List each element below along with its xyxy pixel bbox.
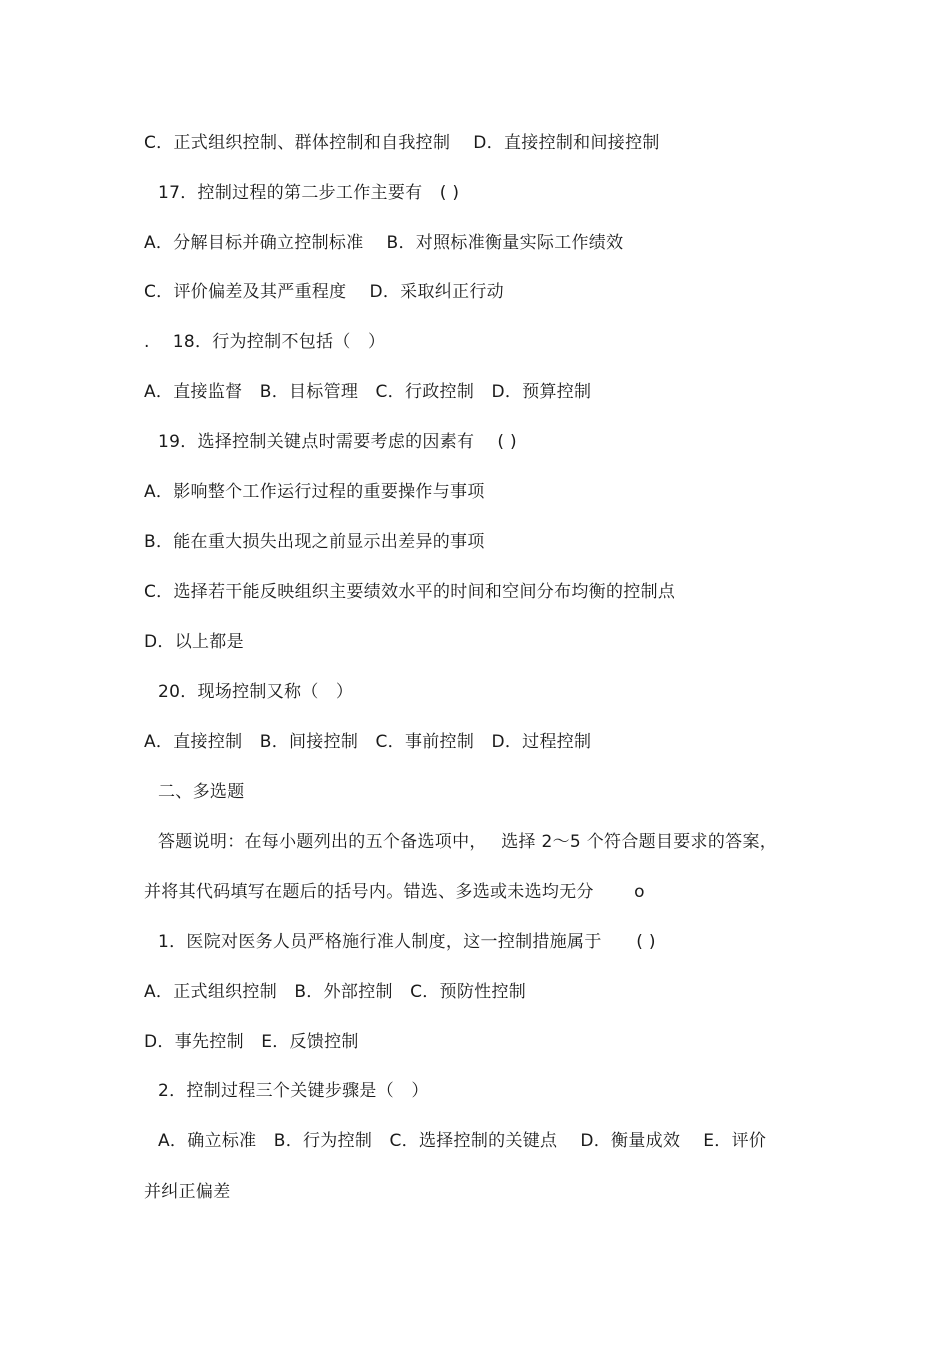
q18-stem: . 18．行为控制不包括（ ） [144,332,386,352]
q18-options: A．直接监督 B．目标管理 C．行政控制 D．预算控制 [144,382,592,402]
q16-options-c-d: C．正式组织控制、群体控制和自我控制 D．直接控制和间接控制 [144,133,660,153]
mq2-stem: 2．控制过程三个关键步骤是（ ） [158,1081,429,1101]
instructions-line-1: 答题说明：在每小题列出的五个备选项中， 选择 2～5 个符合题目要求的答案， [158,832,778,852]
q19-option-d: D．以上都是 [144,632,244,652]
q20-stem: 20．现场控制又称（ ） [158,682,354,702]
mq1-options-d-e: D．事先控制 E．反馈控制 [144,1032,359,1052]
q17-options-c-d: C．评价偏差及其严重程度 D．采取纠正行动 [144,282,504,302]
mq1-stem: 1．医院对医务人员严格施行准人制度，这一控制措施属于 ( ) [158,932,656,952]
q19-option-c: C．选择若干能反映组织主要绩效水平的时间和空间分布均衡的控制点 [144,582,676,602]
q20-options: A．直接控制 B．间接控制 C．事前控制 D．过程控制 [144,732,592,752]
mq1-options-a-c: A．正式组织控制 B．外部控制 C．预防性控制 [144,982,527,1002]
mq2-options-continued: 并纠正偏差 [144,1182,231,1202]
q19-stem: 19．选择控制关键点时需要考虑的因素有 ( ) [158,432,517,452]
mq2-options: A．确立标准 B．行为控制 C．选择控制的关键点 D．衡量成效 E．评价 [158,1131,767,1151]
instructions-line-2: 并将其代码填写在题后的括号内。错选、多选或未选均无分 o [144,882,645,902]
q17-options-a-b: A．分解目标并确立控制标准 B．对照标准衡量实际工作绩效 [144,233,624,253]
section-heading-multiple-choice: 二、多选题 [158,782,245,802]
q19-option-a: A．影响整个工作运行过程的重要操作与事项 [144,482,485,502]
q19-option-b: B．能在重大损失出现之前显示出差异的事项 [144,532,485,552]
q17-stem: 17．控制过程的第二步工作主要有 ( ) [158,183,460,203]
